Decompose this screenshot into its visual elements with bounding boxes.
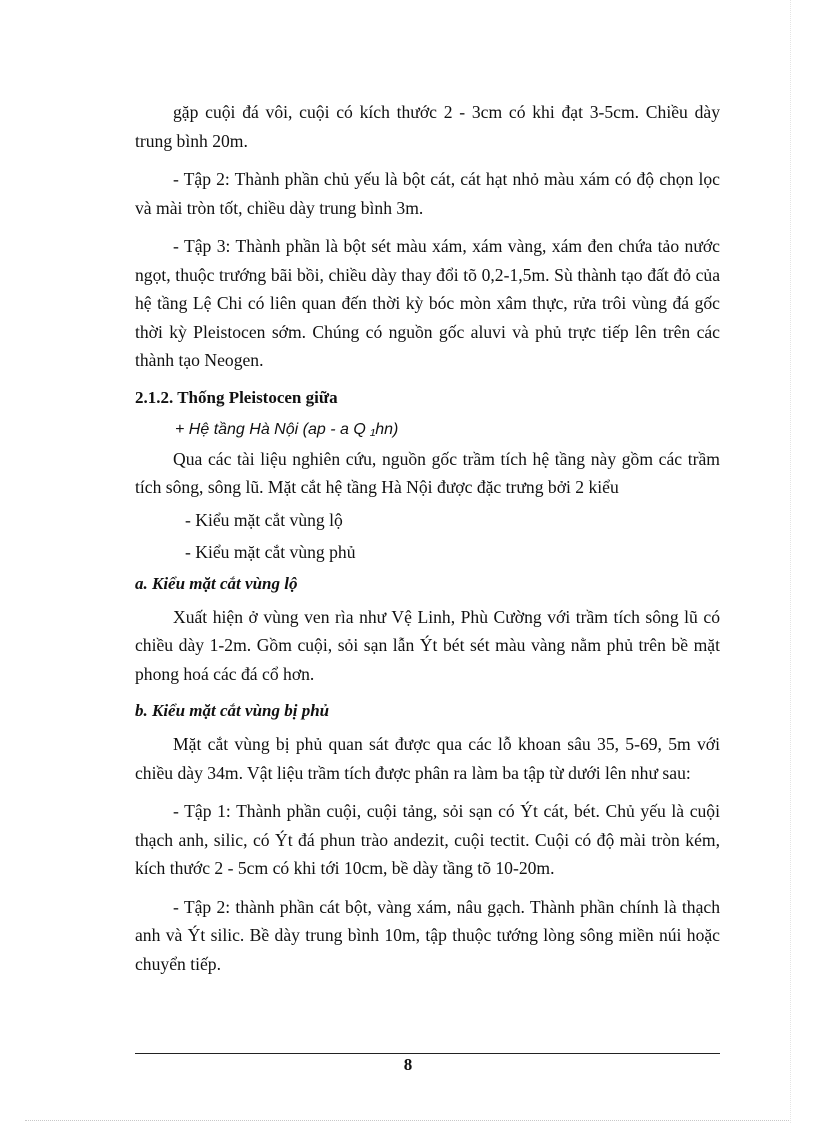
paragraph-intro: Qua các tài liệu nghiên cứu, nguồn gốc trầm tích hệ tầng này gồm các trầm tích sông, sông lũ. Mặt cắt hệ tầng Hà Nội được đặc trưng bởi 2 kiểu [135,448,720,497]
list-item-type-2: - Kiểu mặt cắt vùng phủ [185,542,356,562]
paragraph-b-tap-2: - Tập 2: thành phần cát bột, vàng xám, nâu gạch. Thành phần chính là thạch anh và Ýt silic. Bề dày trung bình 10m, tập thuộc tướng lòng sông miền núi hoặc chuyển tiếp. [135,896,720,974]
section-heading-a: a. Kiểu mặt cắt vùng lộ [135,573,298,593]
paragraph-b-tap-1: - Tập 1: Thành phần cuội, cuội tảng, sỏi sạn có Ýt cát, bét. Chủ yếu là cuội thạch anh, silic, có Ýt đá phun trào andezit, cuội tectit. Cuội có độ mài tròn kém, kích thước 2 - 5cm có khi tới 10cm, bề dày tầng tõ 10-20m. [135,801,720,878]
page-body [135,98,720,988]
footer-divider [135,1053,720,1054]
section-heading-b: b. Kiểu mặt cắt vùng bị phủ [135,701,330,720]
page-edge-bottom [25,1120,791,1121]
paragraph-section-a: Xuất hiện ở vùng ven rìa như Vệ Linh, Phù Cường với trầm tích sông lũ có chiều dày 1-2m. Gồm cuội, sỏi sạn lẫn Ýt bét sét màu vàng nằm phủ trên bề mặt phong hoá các đá cổ hơn. [135,606,720,684]
page-edge-right [790,0,791,1123]
formation-label: + Hệ tầng Hà Nội (ap - a Q ₁hn) [175,420,399,438]
list-item-type-1: - Kiểu mặt cắt vùng lộ [185,509,343,530]
paragraph-tap-3: - Tập 3: Thành phần là bột sét màu xám, xám vàng, xám đen chứa tảo nước ngọt, thuộc trướng bãi bồi, chiều dày thay đổi tõ 0,2-1,5m. Sù thành tạo đất đỏ của hệ tầng Lệ Chi có liên quan đến thời kỳ bóc mòn xâm thực, rửa trôi vùng đá gốc thời kỳ Pleistocen sớm. Chúng có nguồn gốc aluvi và phủ trực tiếp lên trên các thành tạo Neogen. [135,236,720,370]
paragraph-continuation: gặp cuội đá vôi, cuội có kích thước 2 - 3cm có khi đạt 3-5cm. Chiều dày trung bình 20m. [135,102,720,151]
paragraph-section-b: Mặt cắt vùng bị phủ quan sát được qua các lỗ khoan sâu 35, 5-69, 5m với chiều dày 34m. Vật liệu trầm tích được phân ra làm ba tập từ dưới lên như sau: [135,734,720,783]
page-number: 8 [403,1055,413,1074]
section-heading-2-1-2: 2.1.2. Thống Pleistocen giữa [135,387,338,407]
paragraph-tap-2: - Tập 2: Thành phần chủ yếu là bột cát, cát hạt nhỏ màu xám có độ chọn lọc và mài tròn tốt, chiều dày trung bình 3m. [135,169,720,218]
